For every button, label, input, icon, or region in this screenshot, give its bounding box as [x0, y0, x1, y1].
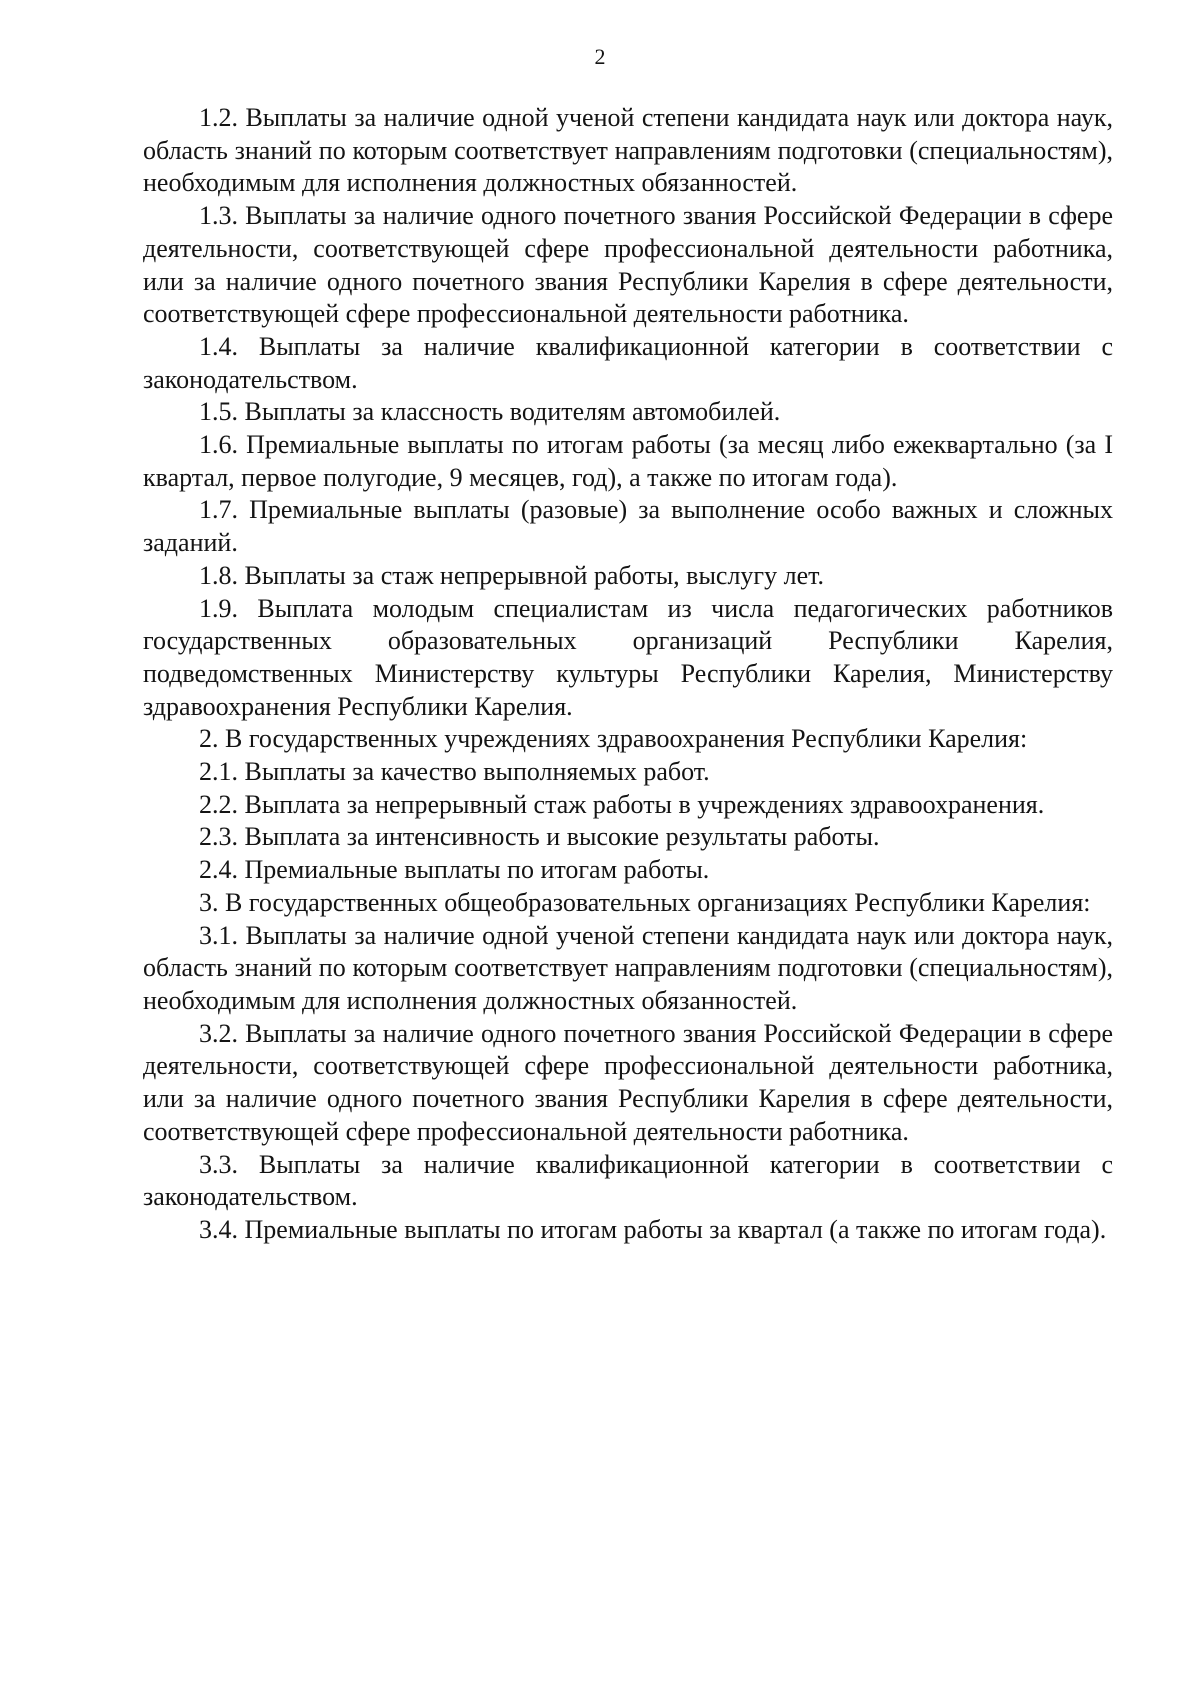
section-2-heading: 2. В государственных учреждениях здравоохранения Республики Карелия: [199, 724, 1028, 754]
paragraph-1-7: 1.7. Премиальные выплаты (разовые) за выполнение особо важных и сложных заданий. [143, 495, 1113, 558]
paragraph-1-4: 1.4. Выплаты за наличие квалификационной категории в соответствии с законодательством. [143, 331, 1113, 394]
page-number: 2 [594, 44, 606, 69]
paragraph-3-3: 3.3. Выплаты за наличие квалификационной категории в соответствии с законодательством. [143, 1149, 1113, 1212]
paragraph-2-4: 2.4. Премиальные выплаты по итогам работы. [199, 855, 710, 885]
paragraph-1-3: 1.3. Выплаты за наличие одного почетного звания Российской Федерации в сфере деятельности, соответствующей сфере профессиональной деятельности работника, или за наличие одного почетного звания Республики Карелия в сфере деятельности, соответствующей сфере профессиональной деятельности работника. [143, 201, 1113, 329]
paragraph-1-2: 1.2. Выплаты за наличие одной ученой степени кандидата наук или доктора наук, область знаний по которым соответствует направлениям подготовки (специальностям), необходимым для исполнения должностных обязанностей. [143, 103, 1113, 198]
paragraph-3-4: 3.4. Премиальные выплаты по итогам работы за квартал (а также по итогам года). [199, 1214, 1107, 1244]
paragraph-2-1: 2.1. Выплаты за качество выполняемых работ. [199, 757, 710, 787]
section-3-heading: 3. В государственных общеобразовательных организациях Республики Карелия: [199, 887, 1091, 917]
paragraph-3-1: 3.1. Выплаты за наличие одной ученой степени кандидата наук или доктора наук, область знаний по которым соответствует направлениям подготовки (специальностям), необходимым для исполнения должностных обязанностей. [143, 920, 1113, 1015]
paragraph-3-2: 3.2. Выплаты за наличие одного почетного звания Российской Федерации в сфере деятельности, соответствующей сфере профессиональной деятельности работника, или за наличие одного почетного звания Республики Карелия в сфере деятельности, соответствующей сфере профессиональной деятельности работника. [143, 1018, 1113, 1146]
document-body [143, 102, 1113, 1247]
paragraph-1-6: 1.6. Премиальные выплаты по итогам работы (за месяц либо ежеквартально (за I квартал, первое полугодие, 9 месяцев, год), а также по итогам года). [143, 430, 1113, 492]
paragraph-2-2: 2.2. Выплата за непрерывный стаж работы в учреждениях здравоохранения. [199, 789, 1045, 819]
paragraph-1-8: 1.8. Выплаты за стаж непрерывной работы, выслугу лет. [199, 560, 825, 590]
paragraph-1-9: 1.9. Выплата молодым специалистам из числа педагогических работников государственных образовательных организаций Республики Карелия, подведомственных Министерству культуры Республики Карелия, Министерству здравоохранения Республики Карелия. [143, 593, 1113, 721]
paragraph-1-5: 1.5. Выплаты за классность водителям автомобилей. [199, 397, 781, 427]
paragraph-2-3: 2.3. Выплата за интенсивность и высокие результаты работы. [199, 822, 880, 852]
